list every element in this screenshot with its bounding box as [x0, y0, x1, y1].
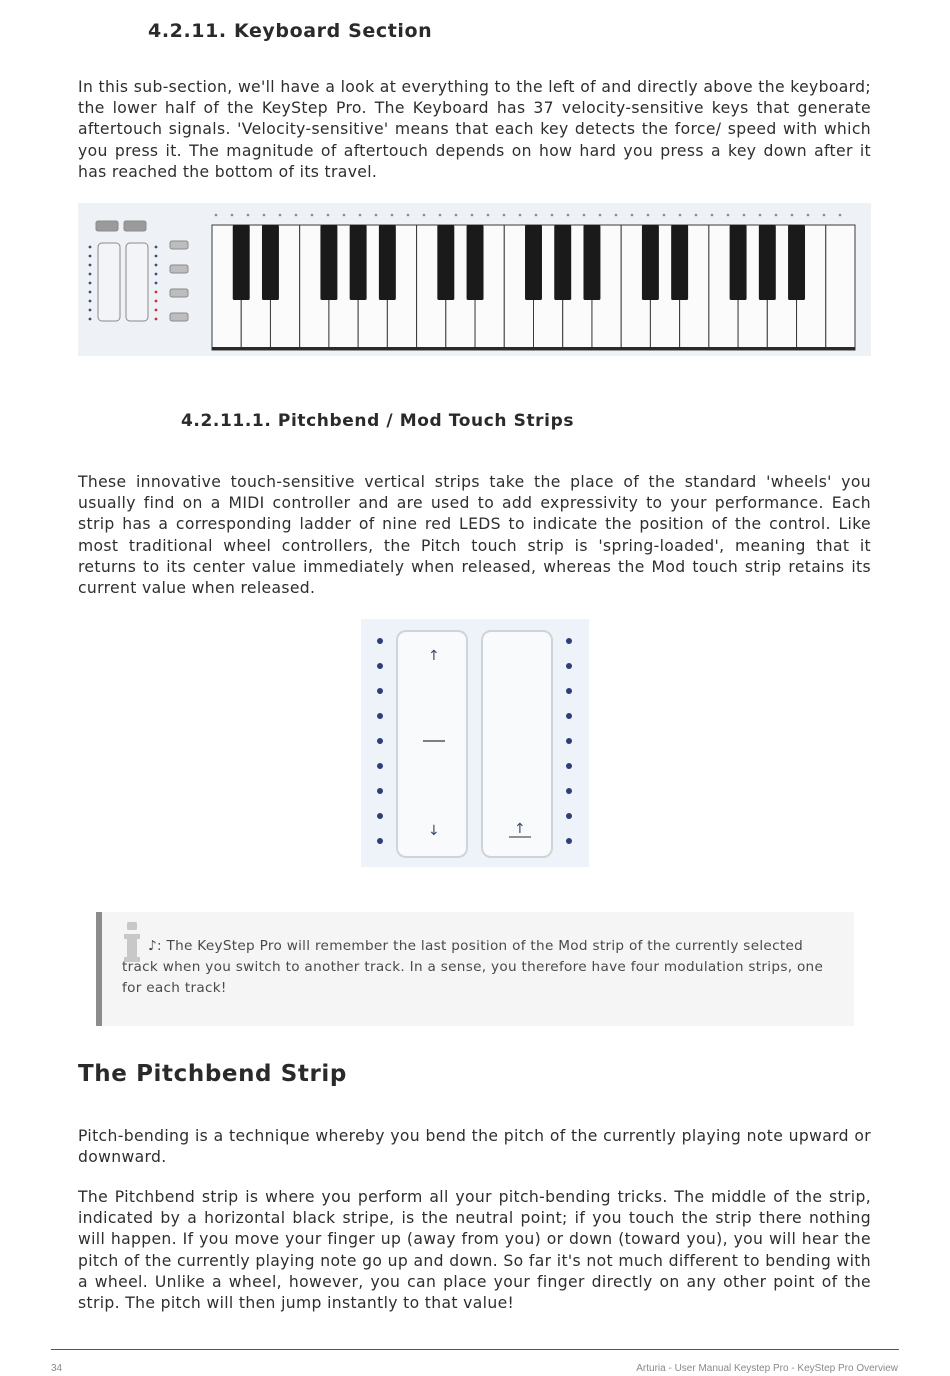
step-led — [295, 214, 298, 217]
step-led — [263, 214, 266, 217]
touch-strips-paragraph: These innovative touch-sensitive vertical strips take the place of the standard 'wheels' you usually find on a MIDI controller and are used to add expressivity to your performance. Each strip has a corresponding ladder of nine red LEDS to indicate the position of the control. Like most traditional wheel controllers, the Pitch touch strip is 'spring-loaded', meaning that it returns to its center value immediately when released, whereas the Mod touch strip retains its current value when released. — [78, 473, 871, 598]
black-key — [671, 225, 688, 300]
strip-led — [377, 788, 383, 794]
step-led — [391, 214, 394, 217]
strip-led — [155, 246, 158, 249]
black-key — [583, 225, 600, 300]
step-led — [695, 214, 698, 217]
step-led — [231, 214, 234, 217]
strip-led — [566, 838, 572, 844]
keyboard-intro-paragraph: In this sub-section, we'll have a look at everything to the left of and directly above the keyboard; the lower half of the KeyStep Pro. The Keyboard has 37 velocity-sensitive keys that generate aftertouch signals. 'Velocity-sensitive' means that each key detects the force/ speed with which you press it. The magnitude of aftertouch depends on how hard you press a key down after it has reached the bottom of its travel. — [78, 78, 871, 181]
step-led — [327, 214, 330, 217]
step-led — [807, 214, 810, 217]
step-led — [343, 214, 346, 217]
subsection-heading: 4.2.11.1. Pitchbend / Mod Touch Strips — [181, 411, 575, 431]
strip-led — [377, 688, 383, 694]
step-led — [839, 214, 842, 217]
step-led — [375, 214, 378, 217]
touch-strips-illustration — [361, 619, 589, 867]
note-text — [122, 936, 840, 999]
pitchbend-paragraph-1: Pitch-bending is a technique whereby you bend the pitch of the currently playing note upward or downward. — [78, 1127, 871, 1167]
strip-led — [155, 282, 158, 285]
step-led — [279, 214, 282, 217]
strip-led — [89, 300, 92, 303]
strip-led — [89, 255, 92, 258]
strip-led — [566, 713, 572, 719]
strip-led — [89, 246, 92, 249]
strip-led — [155, 255, 158, 258]
strip-led — [377, 663, 383, 669]
black-key — [233, 225, 250, 300]
step-led — [631, 214, 634, 217]
strip-led — [155, 264, 158, 267]
black-key — [554, 225, 571, 300]
strip-led — [377, 713, 383, 719]
page-number: 34 — [51, 1363, 63, 1374]
pitch-down-arrow: ↓ — [428, 823, 440, 839]
black-key — [262, 225, 279, 300]
strip-led — [377, 738, 383, 744]
step-led — [663, 214, 666, 217]
black-key — [642, 225, 659, 300]
black-key — [437, 225, 454, 300]
black-key — [759, 225, 776, 300]
step-led — [727, 214, 730, 217]
step-led — [679, 214, 682, 217]
step-led — [823, 214, 826, 217]
strip-led — [566, 788, 572, 794]
footer-divider — [51, 1349, 899, 1350]
strip-led — [89, 264, 92, 267]
step-led — [583, 214, 586, 217]
strip-led — [566, 738, 572, 744]
black-key — [379, 225, 396, 300]
black-key — [730, 225, 747, 300]
keybed-edge — [212, 347, 855, 350]
step-led — [423, 214, 426, 217]
step-led — [647, 214, 650, 217]
step-led — [551, 214, 554, 217]
step-led — [791, 214, 794, 217]
footer-title: Arturia - User Manual Keystep Pro - KeyStep Pro Overview — [636, 1363, 898, 1374]
strip-led — [155, 300, 158, 303]
strip-led — [89, 318, 92, 321]
step-led — [407, 214, 410, 217]
strip-led — [155, 309, 158, 312]
step-led — [359, 214, 362, 217]
step-led — [471, 214, 474, 217]
strip-led — [155, 318, 158, 321]
white-key — [826, 225, 855, 350]
step-led — [439, 214, 442, 217]
step-led — [503, 214, 506, 217]
strip-led — [89, 309, 92, 312]
black-key — [525, 225, 542, 300]
step-led — [775, 214, 778, 217]
music-note-icon: ♪ — [148, 938, 157, 954]
strip-led — [377, 763, 383, 769]
strip-led — [155, 273, 158, 276]
pitch-up-arrow: ↑ — [428, 648, 440, 664]
step-led — [711, 214, 714, 217]
black-key — [320, 225, 337, 300]
black-key — [788, 225, 805, 300]
step-led — [599, 214, 602, 217]
step-led — [615, 214, 618, 217]
strip-led — [89, 282, 92, 285]
pitchbend-heading: The Pitchbend Strip — [78, 1061, 347, 1087]
step-led — [519, 214, 522, 217]
step-led — [311, 214, 314, 217]
step-led — [567, 214, 570, 217]
keyboard-image — [78, 203, 871, 356]
strip-led — [377, 638, 383, 644]
step-led — [535, 214, 538, 217]
strip-led — [89, 291, 92, 294]
mod-up-arrow: ↑ — [514, 821, 526, 837]
keyboard-illustration — [78, 203, 871, 356]
info-note — [96, 912, 854, 1026]
strip-led — [566, 813, 572, 819]
strip-led — [566, 663, 572, 669]
pitchbend-paragraph-2: The Pitchbend strip is where you perform all your pitch-bending tricks. The middle of the strip, indicated by a horizontal black stripe, is the neutral point; if you touch the strip there nothing will happen. If you move your finger up (away from you) or down (toward you), you will hear the pitch of the currently playing note go up and down. So far it's not much different to bending with a wheel. Unlike a wheel, however, you can place your finger directly on any other point of the strip. The pitch will then jump instantly to that value! — [78, 1188, 871, 1313]
step-led — [455, 214, 458, 217]
step-led — [743, 214, 746, 217]
black-key — [467, 225, 484, 300]
strip-led — [377, 838, 383, 844]
keys — [212, 225, 855, 350]
step-led — [487, 214, 490, 217]
note-body: : The KeyStep Pro will remember the last position of the Mod strip of the currently selected track when you switch to another track. In a sense, you therefore have four modulation strips, one for each track! — [122, 938, 824, 996]
strip-led — [566, 638, 572, 644]
strip-led — [566, 763, 572, 769]
strip-led — [377, 813, 383, 819]
black-key — [350, 225, 367, 300]
step-led — [215, 214, 218, 217]
step-led — [759, 214, 762, 217]
touch-strips-image — [361, 619, 589, 867]
strip-led — [155, 291, 158, 294]
section-heading: 4.2.11. Keyboard Section — [148, 20, 433, 42]
strip-led — [89, 273, 92, 276]
strip-led — [566, 688, 572, 694]
step-led — [247, 214, 250, 217]
